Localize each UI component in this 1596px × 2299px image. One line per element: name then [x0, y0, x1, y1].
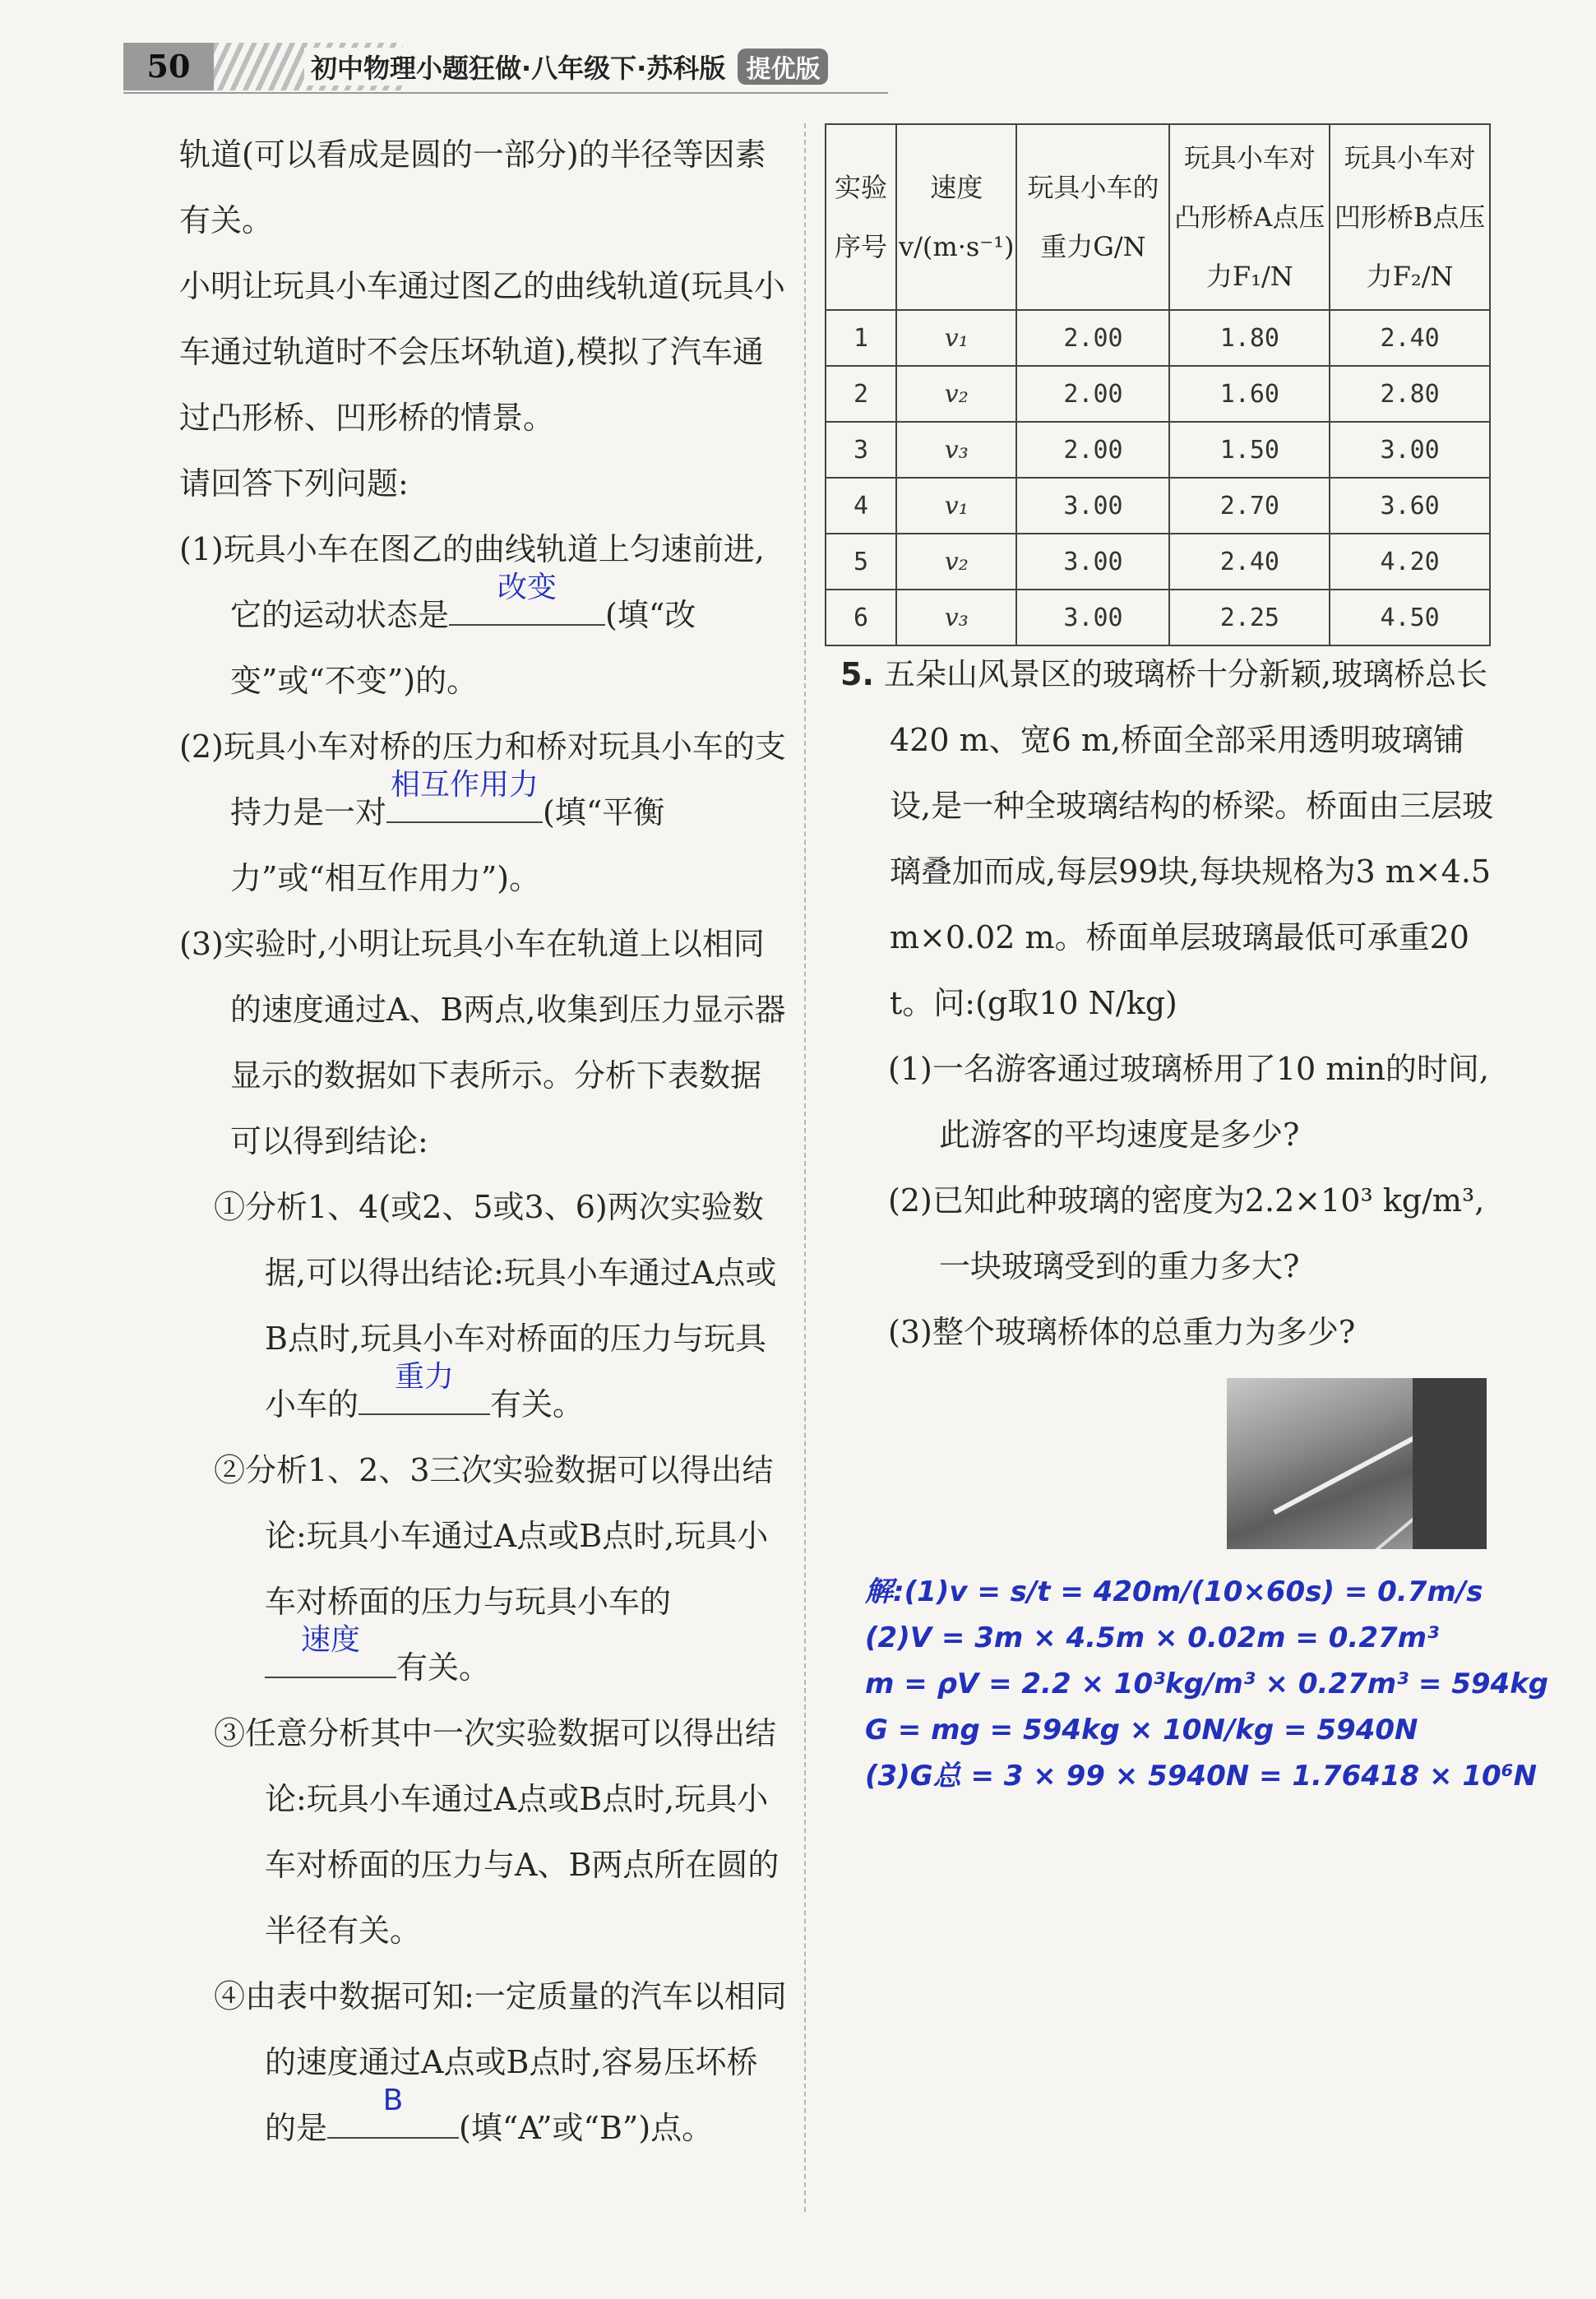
table-cell: 3.00	[1016, 478, 1169, 534]
sub-question-2-suffix: 有关。	[396, 1649, 491, 1686]
sub-question-1	[179, 1174, 788, 1437]
table-row	[826, 422, 1490, 478]
answer-blank-2[interactable]	[386, 768, 543, 823]
table-cell: 1	[826, 310, 896, 366]
question-2	[179, 714, 788, 911]
page-number: 50	[123, 43, 214, 90]
table-cell: 2.00	[1016, 366, 1169, 422]
book-title	[304, 48, 835, 86]
sub-question-4-text: ④由表中数据可知:一定质量的汽车以相同的速度通过A点或B点时,容易压坏桥的是	[214, 1978, 787, 2146]
question-1	[179, 516, 788, 714]
table-row	[826, 534, 1490, 590]
table-cell: 6	[826, 590, 896, 645]
question-1-text: (1)玩具小车在图乙的曲线轨道上匀速前进,它的运动状态是	[179, 531, 765, 633]
table-cell: 3	[826, 422, 896, 478]
glass-bridge-photo	[1227, 1378, 1487, 1549]
table-cell: 4.50	[1330, 590, 1490, 645]
table-cell: 2.00	[1016, 422, 1169, 478]
table-cell: 2.25	[1169, 590, 1330, 645]
answer-blank-3[interactable]	[359, 1360, 490, 1415]
question-2-suffix: (填“平衡力”或“相互作用力”)。	[230, 794, 665, 896]
sub-question-1-text: ①分析1、4(或2、5或3、6)两次实验数据,可以得出结论:玩具小车通过A点或B点时,玩具小车对桥面的压力与玩具小车的	[214, 1189, 777, 1422]
table-cell: v₂	[896, 366, 1016, 422]
table-row	[826, 366, 1490, 422]
table-cell: v₁	[896, 310, 1016, 366]
table-header-row	[826, 124, 1490, 310]
edition-badge: 提优版	[738, 49, 828, 85]
cliff-face	[1413, 1378, 1487, 1549]
handwritten-solution	[865, 1569, 1549, 1799]
table-cell: 2.00	[1016, 310, 1169, 366]
solution-line-2: (2)V = 3m × 4.5m × 0.02m = 0.27m³	[865, 1621, 1439, 1654]
table-cell: 2.70	[1169, 478, 1330, 534]
question-1-suffix: (填“改变”或“不变”)的。	[230, 597, 696, 699]
answer-4: 速度	[300, 1623, 360, 1657]
table-cell: 4	[826, 478, 896, 534]
table-cell: v₃	[896, 590, 1016, 645]
answer-5: B	[382, 2084, 404, 2117]
table-cell: 3.00	[1016, 534, 1169, 590]
solution-line-4: G = mg = 594kg × 10N/kg = 5940N	[865, 1714, 1418, 1746]
page-header	[123, 43, 880, 90]
table-cell: v₂	[896, 534, 1016, 590]
data-table-container	[825, 123, 1491, 646]
sub-question-3: ③任意分析其中一次实验数据可以得出结论:玩具小车通过A点或B点时,玩具小车对桥面的压力与A、B两点所在圆的半径有关。	[214, 1715, 779, 1949]
experiment-data-table	[825, 123, 1491, 646]
question-5-sub-2: (2)已知此种玻璃的密度为2.2×10³ kg/m³,一块玻璃受到的重力多大?	[888, 1182, 1485, 1284]
header-rule	[123, 92, 888, 94]
table-cell: 2.40	[1169, 534, 1330, 590]
question-5-text: 五朵山风景区的玻璃桥十分新颖,玻璃桥总长420 m、宽6 m,桥面全部采用透明玻璃铺设,是一种全玻璃结构的桥梁。桥面由三层玻璃叠加而成,每层99块,每块规格为3 m×4.5 m×0.02 m。桥面单层玻璃最低可承重20 t。问:(g取10 N/kg)	[883, 656, 1494, 1021]
table-cell: v₁	[896, 478, 1016, 534]
question-5-sub-3: (3)整个玻璃桥体的总重力为多少?	[888, 1314, 1356, 1350]
answer-2: 相互作用力	[391, 768, 539, 802]
sub-question-2-text: ②分析1、2、3三次实验数据可以得出结论:玩具小车通过A点或B点时,玩具小车对桥面的压力与玩具小车的	[214, 1452, 774, 1620]
question-5-number: 5.	[840, 656, 874, 692]
answer-blank-4[interactable]	[265, 1623, 396, 1678]
table-row	[826, 478, 1490, 534]
table-cell: 4.20	[1330, 534, 1490, 590]
column-divider	[804, 123, 806, 2212]
table-cell: 3.00	[1330, 422, 1490, 478]
table-cell: 1.50	[1169, 422, 1330, 478]
table-cell: 1.80	[1169, 310, 1330, 366]
table-row	[826, 590, 1490, 645]
table-cell: 2.40	[1330, 310, 1490, 366]
table-cell: 3.00	[1016, 590, 1169, 645]
answer-3: 重力	[395, 1360, 455, 1394]
solution-line-5: (3)G总 = 3 × 99 × 5940N = 1.76418 × 10⁶N	[865, 1760, 1538, 1792]
intro-paragraph-1: 轨道(可以看成是圆的一部分)的半径等因素有关。	[179, 136, 766, 238]
table-cell: v₃	[896, 422, 1016, 478]
sub-question-4	[179, 1964, 788, 2161]
solution-line-1: 解:(1)v = s/t = 420m/(10×60s) = 0.7m/s	[865, 1575, 1483, 1608]
question-2-text: (2)玩具小车对桥的压力和桥对玩具小车的支持力是一对	[179, 729, 786, 830]
book-title-text: 初中物理小题狂做·八年级下·苏科版	[311, 53, 726, 84]
header-cell: 玩具小车对凹形桥B点压力F₂/N	[1330, 124, 1490, 310]
answer-blank-5[interactable]	[327, 2084, 459, 2139]
solution-line-3: m = ρV = 2.2 × 10³kg/m³ × 0.27m³ = 594kg	[865, 1668, 1549, 1700]
table-cell: 1.60	[1169, 366, 1330, 422]
answer-blank-1[interactable]	[449, 571, 605, 626]
table-cell: 3.60	[1330, 478, 1490, 534]
left-column	[179, 122, 788, 2161]
sub-question-4-suffix: (填“A”或“B”)点。	[459, 2110, 714, 2146]
table-cell: 2.80	[1330, 366, 1490, 422]
right-column	[840, 641, 1498, 1365]
header-cell: 玩具小车的重力G/N	[1016, 124, 1169, 310]
answer-1: 改变	[497, 571, 557, 604]
question-3: (3)实验时,小明让玩具小车在轨道上以相同的速度通过A、B两点,收集到压力显示器显示的数据如下表所示。分析下表数据可以得到结论:	[179, 926, 786, 1159]
header-cell: 玩具小车对凸形桥A点压力F₁/N	[1169, 124, 1330, 310]
question-5-sub-1: (1)一名游客通过玻璃桥用了10 min的时间,此游客的平均速度是多少?	[888, 1051, 1490, 1153]
header-cell: 实验序号	[826, 124, 896, 310]
table-cell: 5	[826, 534, 896, 590]
question-5	[840, 641, 1498, 1036]
header-cell: 速度v/(m·s⁻¹)	[896, 124, 1016, 310]
question-prompt: 请回答下列问题:	[179, 465, 409, 502]
table-cell: 2	[826, 366, 896, 422]
table-row	[826, 310, 1490, 366]
intro-paragraph-2: 小明让玩具小车通过图乙的曲线轨道(玩具小车通过轨道时不会压坏轨道),模拟了汽车通过凸形桥、凹形桥的情景。	[179, 268, 785, 436]
sub-question-2	[179, 1437, 788, 1700]
sub-question-1-suffix: 有关。	[490, 1386, 585, 1422]
